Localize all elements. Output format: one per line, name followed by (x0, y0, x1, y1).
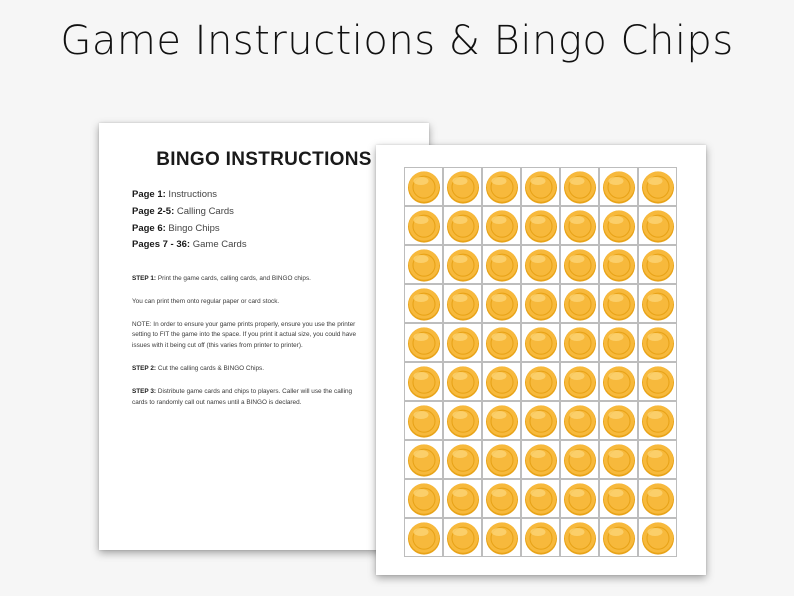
chip-cell (482, 323, 521, 362)
chip-cell (482, 167, 521, 206)
chip-cell (482, 284, 521, 323)
page-list-item (132, 187, 247, 204)
bingo-chip-icon (485, 443, 519, 477)
bingo-chip-icon (407, 170, 441, 204)
chip-cell (482, 245, 521, 284)
chip-cell (521, 401, 560, 440)
chip-cell (638, 245, 677, 284)
bingo-chip-icon (563, 482, 597, 516)
bingo-chip-icon (641, 248, 675, 282)
chip-cell (638, 167, 677, 206)
chip-cell (599, 284, 638, 323)
step-text: Cut the calling cards & BINGO Chips. (156, 364, 265, 372)
chip-cell (638, 479, 677, 518)
bingo-chip-icon (563, 170, 597, 204)
bingo-chip-icon (407, 326, 441, 360)
bingo-chip-icon (602, 443, 636, 477)
chip-cell (443, 323, 482, 362)
page-list-item (132, 237, 247, 254)
chip-cell (443, 167, 482, 206)
bingo-chip-icon (485, 287, 519, 321)
bingo-chip-icon (407, 404, 441, 438)
bingo-chip-icon (563, 248, 597, 282)
note-line: NOTE: In order to ensure your game prints properly, ensure you use the printer (132, 320, 356, 328)
chip-cell (521, 206, 560, 245)
chip-cell (560, 167, 599, 206)
bingo-chip-icon (524, 170, 558, 204)
pages-list (132, 187, 247, 254)
bingo-chip-icon (602, 209, 636, 243)
page-desc: Calling Cards (174, 205, 234, 217)
bingo-chip-icon (407, 287, 441, 321)
bingo-chip-icon (641, 287, 675, 321)
chip-cell (482, 440, 521, 479)
chip-cell (482, 518, 521, 557)
bingo-chip-icon (602, 404, 636, 438)
chip-cell (443, 440, 482, 479)
page-label: Page 2-5: (132, 205, 175, 217)
chip-cell (521, 245, 560, 284)
bingo-chip-icon (602, 287, 636, 321)
chip-cell (404, 245, 443, 284)
page-label: Pages 7 - 36: (132, 239, 191, 251)
chip-cell (560, 323, 599, 362)
chip-cell (404, 323, 443, 362)
chip-cell (638, 362, 677, 401)
bingo-chip-icon (485, 209, 519, 243)
chip-cell (560, 206, 599, 245)
bingo-chip-icon (485, 170, 519, 204)
chip-cell (443, 401, 482, 440)
bingo-chip-icon (563, 443, 597, 477)
bingo-chip-icon (641, 326, 675, 360)
chip-cell (521, 167, 560, 206)
page-label: Page 6: (132, 222, 166, 234)
step-text: Print the game cards, calling cards, and BINGO chips. (156, 275, 311, 282)
chip-cell (521, 362, 560, 401)
chip-cell (638, 518, 677, 557)
chip-cell (404, 518, 443, 557)
bingo-chip-icon (407, 521, 441, 555)
chip-cell (404, 440, 443, 479)
chip-cell (404, 401, 443, 440)
bingo-chip-icon (524, 482, 558, 516)
chip-cell (638, 284, 677, 323)
banner-title: Game Instructions & Bingo Chips (60, 18, 734, 64)
page-label: Page 1: (132, 189, 166, 200)
chip-cell (599, 518, 638, 557)
bingo-chip-icon (446, 248, 480, 282)
bingo-chip-icon (446, 521, 480, 555)
note-line: setting to FIT the game into the space. If you print it actual size, you could have (132, 331, 357, 339)
chip-cell (404, 362, 443, 401)
bingo-chip-icon (563, 287, 597, 321)
bingo-chip-icon (446, 170, 480, 204)
step-text: Distribute game cards and chips to players. Caller will use the calling (156, 387, 353, 395)
bingo-chips-page (376, 145, 706, 575)
bingo-chip-icon (446, 482, 480, 516)
page-list-item (132, 221, 247, 238)
bingo-chip-icon (485, 248, 519, 282)
bingo-chip-icon (563, 326, 597, 360)
bingo-chip-icon (602, 482, 636, 516)
chip-cell (443, 245, 482, 284)
chip-cell (560, 440, 599, 479)
note-line: issues with it being cut off (this varies from printer to printer). (132, 342, 303, 350)
chip-cell (482, 401, 521, 440)
bingo-chip-icon (524, 326, 558, 360)
print-note: You can print them onto regular paper or card stock. (132, 297, 280, 305)
bingo-chip-icon (524, 209, 558, 243)
chip-grid (404, 167, 677, 557)
bingo-chip-icon (641, 521, 675, 555)
bingo-chip-icon (641, 170, 675, 204)
instructions-heading: BINGO INSTRUCTIONS (156, 149, 372, 170)
chip-cell (521, 440, 560, 479)
chip-cell (443, 518, 482, 557)
page-list-item (132, 204, 247, 221)
chip-cell (560, 479, 599, 518)
bingo-chip-icon (485, 482, 519, 516)
bingo-chip-icon (485, 365, 519, 399)
bingo-chip-icon (446, 287, 480, 321)
bingo-chip-icon (641, 365, 675, 399)
bingo-chip-icon (641, 209, 675, 243)
bingo-chip-icon (641, 404, 675, 438)
bingo-chip-icon (524, 404, 558, 438)
chip-cell (443, 479, 482, 518)
chip-cell (638, 440, 677, 479)
chip-cell (560, 284, 599, 323)
bingo-chip-icon (407, 365, 441, 399)
bingo-chip-icon (446, 326, 480, 360)
bingo-chip-icon (524, 365, 558, 399)
chip-cell (443, 284, 482, 323)
bingo-chip-icon (407, 248, 441, 282)
chip-cell (599, 245, 638, 284)
chip-cell (638, 206, 677, 245)
chip-cell (599, 206, 638, 245)
bingo-chip-icon (602, 326, 636, 360)
chip-cell (599, 479, 638, 518)
bingo-chip-icon (524, 287, 558, 321)
bingo-chip-icon (524, 521, 558, 555)
bingo-chip-icon (524, 248, 558, 282)
bingo-chip-icon (485, 326, 519, 360)
chip-cell (560, 518, 599, 557)
page-desc: Game Cards (190, 239, 247, 251)
bingo-chip-icon (563, 365, 597, 399)
bingo-chip-icon (563, 404, 597, 438)
chip-cell (404, 284, 443, 323)
bingo-chip-icon (641, 482, 675, 516)
chip-cell (599, 167, 638, 206)
chip-cell (599, 362, 638, 401)
bingo-chip-icon (446, 404, 480, 438)
page-desc: Bingo Chips (165, 222, 220, 234)
page-desc: Instructions (165, 189, 218, 200)
chip-cell (599, 323, 638, 362)
bingo-chip-icon (485, 521, 519, 555)
chip-cell (521, 518, 560, 557)
bingo-chip-icon (563, 521, 597, 555)
chip-cell (404, 206, 443, 245)
chip-cell (560, 245, 599, 284)
step-text-continued: cards to randomly call out names until a BINGO is declared. (132, 398, 302, 406)
bingo-chip-icon (407, 209, 441, 243)
chip-cell (638, 323, 677, 362)
step-label: STEP 2: (132, 364, 157, 372)
chip-cell (638, 401, 677, 440)
step-label: STEP 1: (132, 275, 157, 282)
bingo-chip-icon (563, 209, 597, 243)
bingo-chip-icon (446, 365, 480, 399)
chip-cell (482, 362, 521, 401)
chip-cell (599, 440, 638, 479)
bingo-chip-icon (602, 248, 636, 282)
chip-cell (599, 401, 638, 440)
chip-cell (404, 167, 443, 206)
bingo-chip-icon (524, 443, 558, 477)
chip-cell (443, 206, 482, 245)
chip-cell (482, 206, 521, 245)
bingo-chip-icon (407, 482, 441, 516)
chip-cell (521, 323, 560, 362)
bingo-chip-icon (407, 443, 441, 477)
chip-cell (521, 479, 560, 518)
bingo-chip-icon (641, 443, 675, 477)
bingo-chip-icon (446, 443, 480, 477)
chip-cell (521, 284, 560, 323)
step-label: STEP 3: (132, 387, 157, 395)
bingo-chip-icon (602, 521, 636, 555)
chip-cell (482, 479, 521, 518)
bingo-chip-icon (602, 170, 636, 204)
bingo-chip-icon (446, 209, 480, 243)
chip-cell (443, 362, 482, 401)
chip-cell (560, 401, 599, 440)
chip-cell (560, 362, 599, 401)
bingo-chip-icon (485, 404, 519, 438)
chip-cell (404, 479, 443, 518)
bingo-chip-icon (602, 365, 636, 399)
